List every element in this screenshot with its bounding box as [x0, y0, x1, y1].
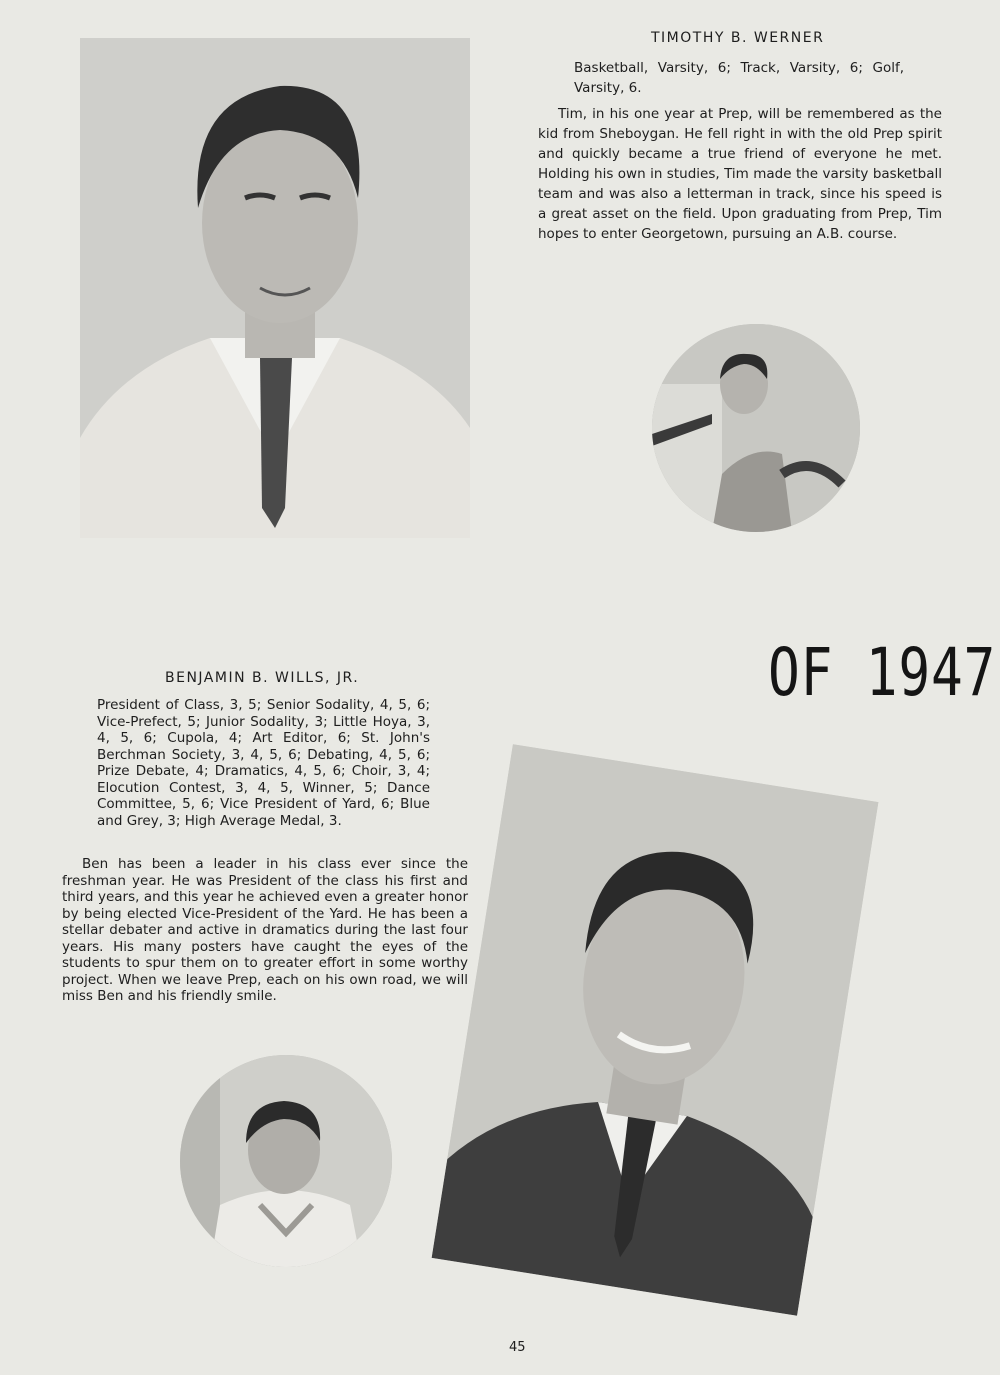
page-number: 45	[509, 1340, 526, 1355]
student-name-werner: TIMOTHY B. WERNER	[651, 30, 825, 46]
activities-werner: Basketball, Varsity, 6; Track, Varsity, 6; Golf, Varsity, 6.	[574, 60, 904, 96]
class-year-heading: OF 1947	[768, 634, 997, 711]
candid-photo-werner	[652, 324, 860, 532]
candid-photo-wills	[180, 1055, 392, 1267]
portrait-photo-wills	[432, 744, 879, 1315]
activities-wills: President of Class, 3, 5; Senior Sodality, 4, 5, 6; Vice-Prefect, 5; Junior Sodality, 3; Little Hoya, 3, 4, 5, 6; Cupola, 4; Art Editor, 6; St. John's Berchman Society, 3, 4, 5, 6; Debating, 4, 5, 6; Prize Debate, 4; Dramatics, 4, 5, 6; Choir, 3, 4; Elocution Contest, 3, 4, 5, Winner, 5; Dance Committee, 5, 6; Vice President of Yard, 6; Blue and Grey, 3; High Average Medal, 3.	[97, 697, 430, 829]
student-name-wills: BENJAMIN B. WILLS, JR.	[165, 670, 360, 686]
bio-werner: Tim, in his one year at Prep, will be remembered as the kid from Sheboygan. He fell right in with the old Prep spirit and quickly became a true friend of everyone he met. Holding his own in studies, Tim made the varsity basketball team and was also a letterman in track, since his speed is a great asset on the field. Upon graduating from Prep, Tim hopes to enter Georgetown, pursuing an A.B. course.	[538, 106, 942, 242]
portrait-photo-werner	[80, 38, 470, 538]
bio-wills: Ben has been a leader in his class ever since the freshman year. He was President of the class his first and third years, and this year he achieved even a greater honor by being elected Vice-President of the Yard. He has been a stellar debater and active in dramatics during the last four years. His many posters have caught the eyes of the students to spur them on to greater effort in some worthy project. When we leave Prep, each on his own road, we will miss Ben and his friendly smile.	[62, 856, 468, 1004]
